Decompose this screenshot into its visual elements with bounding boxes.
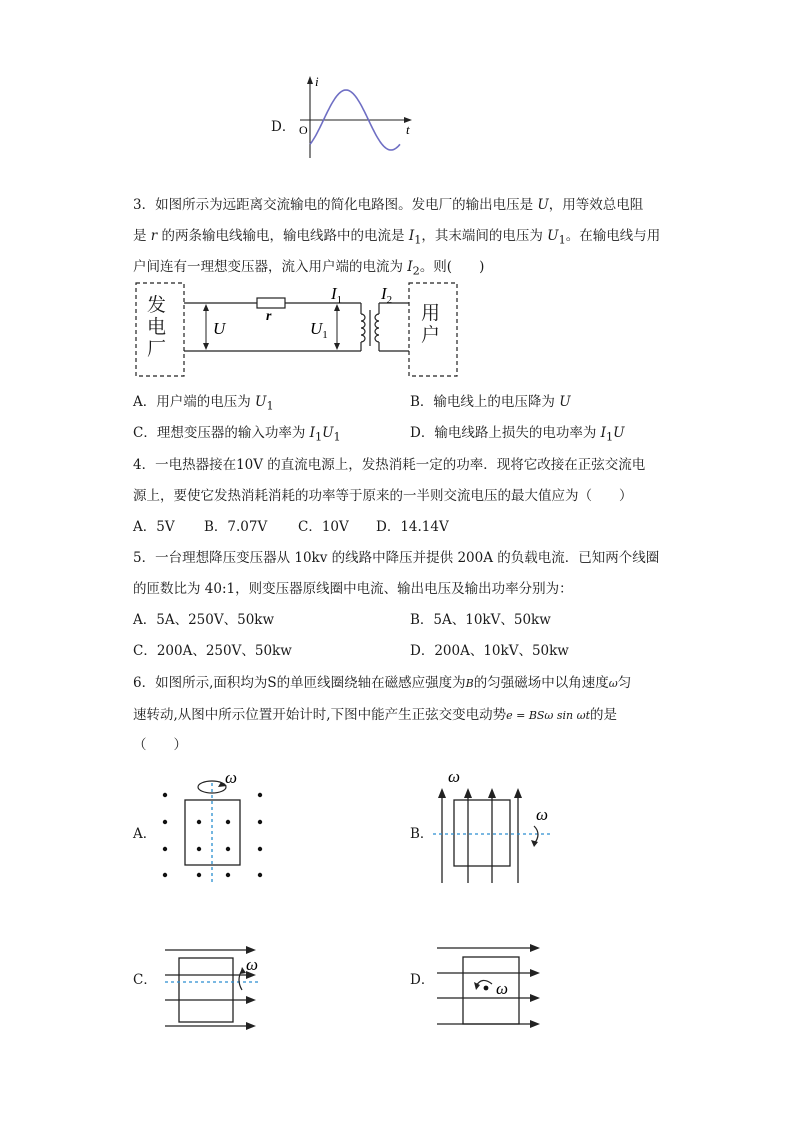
q3-option-d[interactable]: D．输电线路上损失的电功率为 $I_1U$ bbox=[410, 425, 625, 444]
q6-option-b[interactable]: B． bbox=[410, 826, 434, 842]
label-U: U bbox=[213, 319, 226, 338]
q3-option-b[interactable]: B．输电线上的电压降为 U bbox=[410, 394, 571, 410]
q6-option-c[interactable]: C． bbox=[133, 972, 157, 988]
q2-option-d-label[interactable]: D． bbox=[271, 119, 296, 135]
q3-option-c[interactable]: C．理想变压器的输入功率为 $I_1U_1$ bbox=[133, 425, 341, 444]
user-label: 用户 bbox=[421, 302, 441, 346]
q4-option-b[interactable]: B．7.07V bbox=[204, 519, 268, 535]
q6-figure-a bbox=[155, 765, 275, 890]
q5-option-a[interactable]: A．5A、250V、50kw bbox=[133, 612, 275, 628]
label-I1: $I_1$ bbox=[331, 284, 343, 306]
q3-stem-line3: 户间连有一理想变压器，流入用户端的电流为 $I_2$。则( ) bbox=[133, 259, 485, 278]
graph-y-label: i bbox=[315, 74, 319, 89]
q5-option-c[interactable]: C．200A、250V、50kw bbox=[133, 643, 292, 659]
q4-option-a[interactable]: A．5V bbox=[133, 519, 175, 535]
label-I2: $I_2$ bbox=[381, 284, 393, 306]
coil-b bbox=[454, 800, 510, 866]
q6-figure-b bbox=[428, 768, 558, 888]
q5-option-d[interactable]: D．200A、10kV、50kw bbox=[410, 643, 569, 659]
label-U1: $U_1$ bbox=[310, 319, 328, 341]
sine-current-graph bbox=[290, 72, 420, 162]
q4-stem-line1: 4．一电热器接在10V 的直流电源上，发热消耗一定的功率．现将它改接在正弦交流电 bbox=[133, 457, 646, 473]
graph-origin-label: O bbox=[299, 123, 308, 137]
q6-stem-line3: （ ） bbox=[133, 737, 187, 753]
resistor-r bbox=[257, 298, 285, 308]
q3-option-a[interactable]: A．用户端的电压为 $U_1$ bbox=[133, 394, 274, 413]
q3-stem-line2: 是 r 的两条输电线输电，输电线路中的电流是 $I_1$，其末端间的电压为 $U_1$。在输电线与用 bbox=[133, 228, 661, 247]
q6-figure-c bbox=[160, 940, 280, 1040]
q5-option-b[interactable]: B．5A、10kV、50kw bbox=[410, 612, 551, 628]
q4-option-c[interactable]: C．10V bbox=[298, 519, 349, 535]
q6-figure-d bbox=[432, 940, 552, 1040]
q6-stem-line1: 6．如图所示,面积均为S的单匝线圈绕轴在磁感应强度为B的匀强磁场中以角速度ω匀 bbox=[133, 675, 632, 691]
omega-b-top: ω bbox=[448, 768, 461, 786]
q4-option-d[interactable]: D．14.14V bbox=[376, 519, 449, 535]
axis-d-point bbox=[484, 986, 489, 991]
field-lines-rightward bbox=[165, 950, 250, 1026]
q4-stem-line2: 源上，要使它发热消耗消耗的功率等于原来的一半则交流电压的最大值应为（ ） bbox=[133, 488, 633, 504]
omega-b: ω bbox=[536, 805, 549, 824]
coil-d bbox=[463, 957, 519, 1024]
label-r: r bbox=[266, 309, 272, 324]
q6-option-d[interactable]: D． bbox=[410, 972, 435, 988]
graph-x-label: t bbox=[406, 122, 410, 137]
primary-coil bbox=[361, 314, 365, 342]
omega-a: ω bbox=[225, 768, 238, 787]
coil-c bbox=[179, 958, 233, 1022]
q5-stem-line1: 5．一台理想降压变压器从 10kv 的线路中降压并提供 200A 的负载电流．已知两个线圈 bbox=[133, 550, 660, 566]
q5-stem-line2: 的匝数比为 40:1，则变压器原线圈中电流、输出电压及输出功率分别为： bbox=[133, 581, 573, 597]
omega-d: ω bbox=[496, 979, 509, 998]
omega-c: ω bbox=[246, 955, 259, 974]
transmission-circuit-diagram bbox=[133, 280, 463, 380]
q6-option-a[interactable]: A． bbox=[133, 826, 157, 842]
q3-stem-line1: 3．如图所示为远距离交流输电的简化电路图。发电厂的输出电压是 U，用等效总电阻 bbox=[133, 197, 644, 213]
power-plant-label: 发电厂 bbox=[147, 294, 167, 360]
q6-stem-line2: 速转动,从图中所示位置开始计时,下图中能产生正弦交变电动势e = BSω sin ωt的是 bbox=[133, 707, 618, 723]
secondary-coil bbox=[375, 314, 379, 342]
